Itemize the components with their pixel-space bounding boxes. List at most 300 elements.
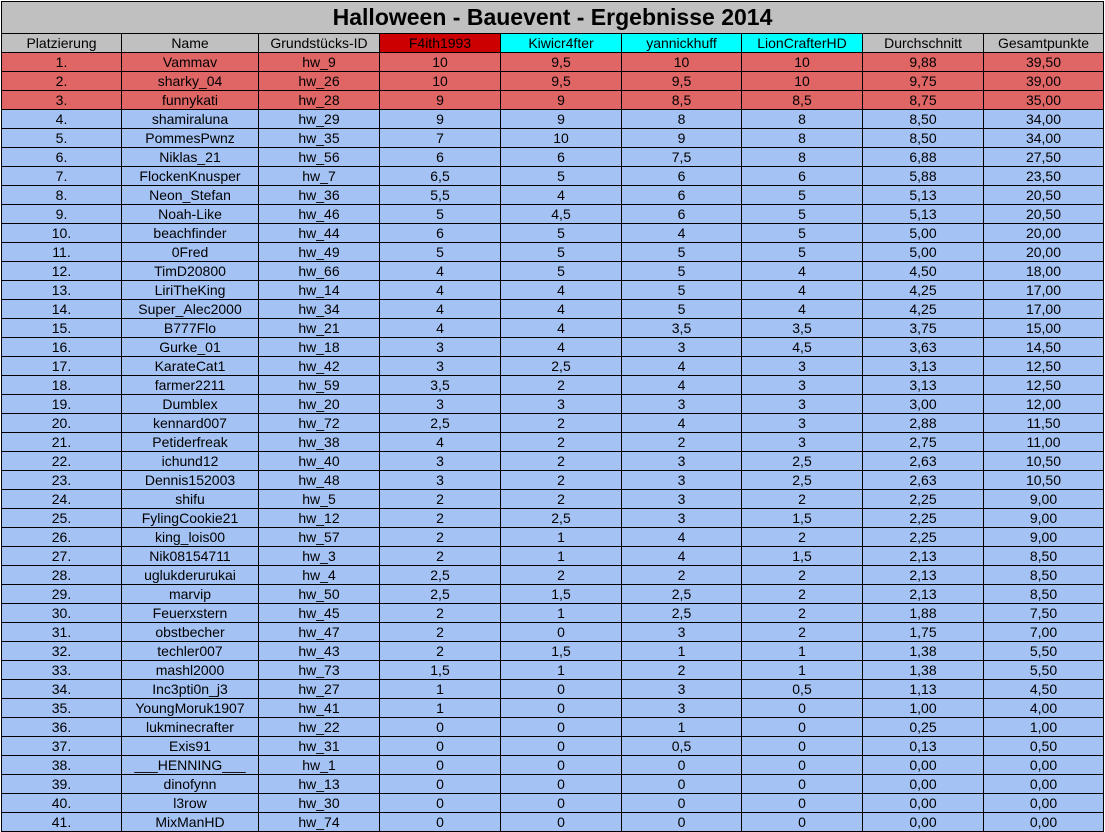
score-f4ith1993-cell: 5: [380, 205, 501, 224]
average-cell: 1,88: [863, 604, 984, 623]
name-cell: Dennis152003: [122, 471, 259, 490]
score-kiwicr4fter-cell: 4: [501, 300, 622, 319]
score-lioncrafterhd-cell: 0: [742, 737, 863, 756]
table-row: [2, 262, 1104, 281]
average-cell: 2,63: [863, 452, 984, 471]
score-kiwicr4fter-cell: 4: [501, 281, 622, 300]
total-cell: 27,50: [984, 148, 1104, 167]
placement-cell: 14.: [2, 300, 122, 319]
placement-cell: 19.: [2, 395, 122, 414]
score-kiwicr4fter-cell: 2: [501, 452, 622, 471]
average-cell: 0,00: [863, 813, 984, 832]
score-f4ith1993-cell: 9: [380, 91, 501, 110]
placement-cell: 32.: [2, 642, 122, 661]
placement-cell: 7.: [2, 167, 122, 186]
score-lioncrafterhd-cell: 10: [742, 72, 863, 91]
plot-id-cell: hw_4: [259, 566, 380, 585]
name-cell: sharky_04: [122, 72, 259, 91]
total-cell: 7,00: [984, 623, 1104, 642]
score-yannickhuff-cell: 4: [622, 376, 742, 395]
results-body: [2, 53, 1104, 832]
total-cell: 35,00: [984, 91, 1104, 110]
score-kiwicr4fter-cell: 2: [501, 433, 622, 452]
score-lioncrafterhd-cell: 4,5: [742, 338, 863, 357]
score-f4ith1993-cell: 0: [380, 756, 501, 775]
score-kiwicr4fter-cell: 4,5: [501, 205, 622, 224]
name-cell: marvip: [122, 585, 259, 604]
name-cell: king_lois00: [122, 528, 259, 547]
score-kiwicr4fter-cell: 0: [501, 680, 622, 699]
score-f4ith1993-cell: 0: [380, 813, 501, 832]
total-cell: 11,50: [984, 414, 1104, 433]
score-lioncrafterhd-cell: 1: [742, 642, 863, 661]
score-f4ith1993-cell: 4: [380, 300, 501, 319]
score-lioncrafterhd-cell: 4: [742, 300, 863, 319]
score-kiwicr4fter-cell: 5: [501, 224, 622, 243]
score-f4ith1993-cell: 3: [380, 357, 501, 376]
score-yannickhuff-cell: 4: [622, 414, 742, 433]
plot-id-cell: hw_28: [259, 91, 380, 110]
average-cell: 0,00: [863, 794, 984, 813]
score-f4ith1993-cell: 2: [380, 490, 501, 509]
table-row: [2, 129, 1104, 148]
name-cell: 0Fred: [122, 243, 259, 262]
score-yannickhuff-cell: 3: [622, 338, 742, 357]
placement-cell: 35.: [2, 699, 122, 718]
placement-cell: 25.: [2, 509, 122, 528]
total-cell: 10,50: [984, 452, 1104, 471]
plot-id-cell: hw_21: [259, 319, 380, 338]
score-kiwicr4fter-cell: 6: [501, 148, 622, 167]
score-yannickhuff-cell: 1: [622, 642, 742, 661]
total-cell: 5,50: [984, 661, 1104, 680]
table-row: [2, 376, 1104, 395]
average-cell: 5,00: [863, 224, 984, 243]
average-cell: 1,00: [863, 699, 984, 718]
name-cell: Inc3pti0n_j3: [122, 680, 259, 699]
placement-cell: 34.: [2, 680, 122, 699]
average-cell: 2,63: [863, 471, 984, 490]
score-f4ith1993-cell: 1: [380, 680, 501, 699]
score-kiwicr4fter-cell: 0: [501, 718, 622, 737]
score-lioncrafterhd-cell: 4: [742, 262, 863, 281]
score-f4ith1993-cell: 3: [380, 395, 501, 414]
plot-id-cell: hw_40: [259, 452, 380, 471]
score-yannickhuff-cell: 8: [622, 110, 742, 129]
score-f4ith1993-cell: 4: [380, 262, 501, 281]
score-yannickhuff-cell: 0,5: [622, 737, 742, 756]
score-kiwicr4fter-cell: 9: [501, 110, 622, 129]
name-cell: MixManHD: [122, 813, 259, 832]
score-lioncrafterhd-cell: 1,5: [742, 509, 863, 528]
placement-cell: 11.: [2, 243, 122, 262]
name-cell: ___HENNING___: [122, 756, 259, 775]
placement-cell: 9.: [2, 205, 122, 224]
score-kiwicr4fter-cell: 1,5: [501, 585, 622, 604]
average-cell: 8,75: [863, 91, 984, 110]
total-cell: 14,50: [984, 338, 1104, 357]
score-f4ith1993-cell: 0: [380, 794, 501, 813]
plot-id-cell: hw_66: [259, 262, 380, 281]
score-lioncrafterhd-cell: 8: [742, 110, 863, 129]
table-row: [2, 148, 1104, 167]
average-cell: 5,13: [863, 205, 984, 224]
score-kiwicr4fter-cell: 2: [501, 376, 622, 395]
placement-cell: 41.: [2, 813, 122, 832]
score-f4ith1993-cell: 4: [380, 281, 501, 300]
name-cell: PommesPwnz: [122, 129, 259, 148]
table-row: [2, 471, 1104, 490]
name-cell: KarateCat1: [122, 357, 259, 376]
score-yannickhuff-cell: 5: [622, 281, 742, 300]
name-cell: FylingCookie21: [122, 509, 259, 528]
placement-cell: 24.: [2, 490, 122, 509]
table-row: [2, 661, 1104, 680]
average-cell: 2,13: [863, 547, 984, 566]
average-cell: 4,25: [863, 281, 984, 300]
score-yannickhuff-cell: 3: [622, 490, 742, 509]
score-kiwicr4fter-cell: 1,5: [501, 642, 622, 661]
plot-id-cell: hw_41: [259, 699, 380, 718]
name-cell: mashl2000: [122, 661, 259, 680]
name-cell: beachfinder: [122, 224, 259, 243]
score-kiwicr4fter-cell: 9: [501, 91, 622, 110]
score-yannickhuff-cell: 2,5: [622, 604, 742, 623]
placement-cell: 23.: [2, 471, 122, 490]
total-cell: 1,00: [984, 718, 1104, 737]
score-f4ith1993-cell: 2,5: [380, 566, 501, 585]
score-lioncrafterhd-cell: 5: [742, 205, 863, 224]
table-row: [2, 433, 1104, 452]
table-row: [2, 642, 1104, 661]
placement-cell: 10.: [2, 224, 122, 243]
score-kiwicr4fter-cell: 9,5: [501, 53, 622, 72]
name-cell: shifu: [122, 490, 259, 509]
col-header-judge-lioncrafterhd: LionCrafterHD: [742, 34, 863, 53]
score-kiwicr4fter-cell: 9,5: [501, 72, 622, 91]
total-cell: 8,50: [984, 585, 1104, 604]
score-lioncrafterhd-cell: 0: [742, 699, 863, 718]
total-cell: 9,00: [984, 490, 1104, 509]
score-yannickhuff-cell: 3: [622, 623, 742, 642]
score-kiwicr4fter-cell: 0: [501, 813, 622, 832]
total-cell: 9,00: [984, 509, 1104, 528]
plot-id-cell: hw_38: [259, 433, 380, 452]
total-cell: 20,50: [984, 186, 1104, 205]
average-cell: 8,50: [863, 129, 984, 148]
table-row: [2, 452, 1104, 471]
plot-id-cell: hw_56: [259, 148, 380, 167]
score-lioncrafterhd-cell: 6: [742, 167, 863, 186]
table-row: [2, 91, 1104, 110]
name-cell: lukminecrafter: [122, 718, 259, 737]
score-f4ith1993-cell: 1,5: [380, 661, 501, 680]
plot-id-cell: hw_3: [259, 547, 380, 566]
score-kiwicr4fter-cell: 0: [501, 623, 622, 642]
total-cell: 18,00: [984, 262, 1104, 281]
score-lioncrafterhd-cell: 3,5: [742, 319, 863, 338]
average-cell: 3,63: [863, 338, 984, 357]
column-header-row: [2, 34, 1104, 53]
name-cell: shamiraluna: [122, 110, 259, 129]
average-cell: 0,25: [863, 718, 984, 737]
score-yannickhuff-cell: 3: [622, 699, 742, 718]
score-yannickhuff-cell: 5: [622, 243, 742, 262]
table-row: [2, 72, 1104, 91]
placement-cell: 31.: [2, 623, 122, 642]
total-cell: 20,00: [984, 243, 1104, 262]
total-cell: 39,50: [984, 53, 1104, 72]
score-yannickhuff-cell: 7,5: [622, 148, 742, 167]
placement-cell: 38.: [2, 756, 122, 775]
total-cell: 4,00: [984, 699, 1104, 718]
score-lioncrafterhd-cell: 2: [742, 585, 863, 604]
score-yannickhuff-cell: 3: [622, 680, 742, 699]
score-kiwicr4fter-cell: 3: [501, 395, 622, 414]
score-kiwicr4fter-cell: 2,5: [501, 509, 622, 528]
score-yannickhuff-cell: 2: [622, 433, 742, 452]
placement-cell: 13.: [2, 281, 122, 300]
plot-id-cell: hw_50: [259, 585, 380, 604]
placement-cell: 21.: [2, 433, 122, 452]
table-row: [2, 509, 1104, 528]
placement-cell: 16.: [2, 338, 122, 357]
average-cell: 2,88: [863, 414, 984, 433]
score-lioncrafterhd-cell: 1: [742, 661, 863, 680]
total-cell: 23,50: [984, 167, 1104, 186]
score-kiwicr4fter-cell: 2: [501, 414, 622, 433]
average-cell: 5,00: [863, 243, 984, 262]
score-f4ith1993-cell: 2: [380, 528, 501, 547]
plot-id-cell: hw_42: [259, 357, 380, 376]
total-cell: 7,50: [984, 604, 1104, 623]
total-cell: 12,00: [984, 395, 1104, 414]
total-cell: 5,50: [984, 642, 1104, 661]
plot-id-cell: hw_20: [259, 395, 380, 414]
plot-id-cell: hw_46: [259, 205, 380, 224]
score-kiwicr4fter-cell: 4: [501, 338, 622, 357]
average-cell: 0,13: [863, 737, 984, 756]
score-yannickhuff-cell: 3: [622, 452, 742, 471]
plot-id-cell: hw_49: [259, 243, 380, 262]
name-cell: Petiderfreak: [122, 433, 259, 452]
score-lioncrafterhd-cell: 3: [742, 376, 863, 395]
total-cell: 8,50: [984, 566, 1104, 585]
placement-cell: 8.: [2, 186, 122, 205]
score-lioncrafterhd-cell: 5: [742, 224, 863, 243]
score-kiwicr4fter-cell: 2,5: [501, 357, 622, 376]
score-yannickhuff-cell: 9,5: [622, 72, 742, 91]
plot-id-cell: hw_18: [259, 338, 380, 357]
average-cell: 2,25: [863, 528, 984, 547]
placement-cell: 27.: [2, 547, 122, 566]
name-cell: funnykati: [122, 91, 259, 110]
score-lioncrafterhd-cell: 8: [742, 148, 863, 167]
placement-cell: 26.: [2, 528, 122, 547]
placement-cell: 2.: [2, 72, 122, 91]
score-lioncrafterhd-cell: 2: [742, 566, 863, 585]
plot-id-cell: hw_5: [259, 490, 380, 509]
plot-id-cell: hw_72: [259, 414, 380, 433]
total-cell: 12,50: [984, 376, 1104, 395]
average-cell: 2,25: [863, 490, 984, 509]
name-cell: YoungMoruk1907: [122, 699, 259, 718]
score-yannickhuff-cell: 3: [622, 395, 742, 414]
score-kiwicr4fter-cell: 5: [501, 243, 622, 262]
score-kiwicr4fter-cell: 0: [501, 737, 622, 756]
name-cell: Niklas_21: [122, 148, 259, 167]
total-cell: 20,00: [984, 224, 1104, 243]
score-lioncrafterhd-cell: 3: [742, 395, 863, 414]
total-cell: 12,50: [984, 357, 1104, 376]
score-yannickhuff-cell: 5: [622, 300, 742, 319]
col-header-name: Name: [122, 34, 259, 53]
plot-id-cell: hw_44: [259, 224, 380, 243]
score-lioncrafterhd-cell: 3: [742, 414, 863, 433]
col-header-judge-kiwicr4fter: Kiwicr4fter: [501, 34, 622, 53]
placement-cell: 20.: [2, 414, 122, 433]
score-kiwicr4fter-cell: 4: [501, 319, 622, 338]
average-cell: 6,88: [863, 148, 984, 167]
score-f4ith1993-cell: 0: [380, 737, 501, 756]
score-yannickhuff-cell: 3: [622, 509, 742, 528]
plot-id-cell: hw_26: [259, 72, 380, 91]
score-lioncrafterhd-cell: 0: [742, 794, 863, 813]
table-row: [2, 167, 1104, 186]
name-cell: techler007: [122, 642, 259, 661]
average-cell: 1,38: [863, 642, 984, 661]
average-cell: 0,00: [863, 775, 984, 794]
total-cell: 0,00: [984, 756, 1104, 775]
score-yannickhuff-cell: 4: [622, 528, 742, 547]
table-row: [2, 110, 1104, 129]
table-row: [2, 243, 1104, 262]
total-cell: 34,00: [984, 129, 1104, 148]
name-cell: TimD20800: [122, 262, 259, 281]
placement-cell: 22.: [2, 452, 122, 471]
table-row: [2, 813, 1104, 832]
placement-cell: 18.: [2, 376, 122, 395]
score-lioncrafterhd-cell: 5: [742, 186, 863, 205]
score-f4ith1993-cell: 2,5: [380, 414, 501, 433]
average-cell: 9,75: [863, 72, 984, 91]
total-cell: 17,00: [984, 281, 1104, 300]
average-cell: 4,50: [863, 262, 984, 281]
table-row: [2, 718, 1104, 737]
name-cell: Exis91: [122, 737, 259, 756]
plot-id-cell: hw_43: [259, 642, 380, 661]
score-yannickhuff-cell: 4: [622, 547, 742, 566]
score-f4ith1993-cell: 2,5: [380, 585, 501, 604]
table-row: [2, 53, 1104, 72]
score-lioncrafterhd-cell: 0: [742, 813, 863, 832]
placement-cell: 30.: [2, 604, 122, 623]
score-lioncrafterhd-cell: 2,5: [742, 471, 863, 490]
placement-cell: 4.: [2, 110, 122, 129]
placement-cell: 1.: [2, 53, 122, 72]
average-cell: 8,50: [863, 110, 984, 129]
table-row: [2, 794, 1104, 813]
name-cell: Gurke_01: [122, 338, 259, 357]
score-yannickhuff-cell: 10: [622, 53, 742, 72]
average-cell: 3,13: [863, 357, 984, 376]
score-f4ith1993-cell: 0: [380, 775, 501, 794]
score-lioncrafterhd-cell: 4: [742, 281, 863, 300]
results-table: [1, 1, 1104, 832]
score-f4ith1993-cell: 10: [380, 53, 501, 72]
score-yannickhuff-cell: 0: [622, 813, 742, 832]
table-row: [2, 604, 1104, 623]
average-cell: 1,38: [863, 661, 984, 680]
average-cell: 1,75: [863, 623, 984, 642]
name-cell: ichund12: [122, 452, 259, 471]
total-cell: 4,50: [984, 680, 1104, 699]
total-cell: 0,00: [984, 794, 1104, 813]
table-row: [2, 680, 1104, 699]
plot-id-cell: hw_74: [259, 813, 380, 832]
score-f4ith1993-cell: 3: [380, 471, 501, 490]
score-f4ith1993-cell: 10: [380, 72, 501, 91]
placement-cell: 5.: [2, 129, 122, 148]
score-f4ith1993-cell: 4: [380, 319, 501, 338]
total-cell: 10,50: [984, 471, 1104, 490]
score-yannickhuff-cell: 4: [622, 224, 742, 243]
score-f4ith1993-cell: 2: [380, 642, 501, 661]
table-row: [2, 737, 1104, 756]
plot-id-cell: hw_48: [259, 471, 380, 490]
plot-id-cell: hw_30: [259, 794, 380, 813]
score-yannickhuff-cell: 2,5: [622, 585, 742, 604]
score-yannickhuff-cell: 8,5: [622, 91, 742, 110]
score-yannickhuff-cell: 0: [622, 756, 742, 775]
placement-cell: 33.: [2, 661, 122, 680]
score-kiwicr4fter-cell: 4: [501, 186, 622, 205]
name-cell: dinofynn: [122, 775, 259, 794]
total-cell: 0,50: [984, 737, 1104, 756]
total-cell: 8,50: [984, 547, 1104, 566]
score-yannickhuff-cell: 2: [622, 661, 742, 680]
name-cell: kennard007: [122, 414, 259, 433]
score-f4ith1993-cell: 7: [380, 129, 501, 148]
score-yannickhuff-cell: 6: [622, 205, 742, 224]
average-cell: 0,00: [863, 756, 984, 775]
score-kiwicr4fter-cell: 1: [501, 661, 622, 680]
plot-id-cell: hw_45: [259, 604, 380, 623]
average-cell: 2,75: [863, 433, 984, 452]
score-lioncrafterhd-cell: 0: [742, 775, 863, 794]
score-lioncrafterhd-cell: 5: [742, 243, 863, 262]
score-f4ith1993-cell: 5,5: [380, 186, 501, 205]
score-f4ith1993-cell: 6: [380, 224, 501, 243]
total-cell: 34,00: [984, 110, 1104, 129]
average-cell: 5,88: [863, 167, 984, 186]
total-cell: 20,50: [984, 205, 1104, 224]
average-cell: 3,00: [863, 395, 984, 414]
total-cell: 0,00: [984, 775, 1104, 794]
average-cell: 3,13: [863, 376, 984, 395]
score-yannickhuff-cell: 9: [622, 129, 742, 148]
col-header-total: Gesamtpunkte: [984, 34, 1104, 53]
table-row: [2, 528, 1104, 547]
score-lioncrafterhd-cell: 1,5: [742, 547, 863, 566]
col-header-judge-f4ith1993: F4ith1993: [380, 34, 501, 53]
score-kiwicr4fter-cell: 0: [501, 699, 622, 718]
name-cell: uglukderurukai: [122, 566, 259, 585]
score-lioncrafterhd-cell: 2: [742, 490, 863, 509]
name-cell: Neon_Stefan: [122, 186, 259, 205]
total-cell: 9,00: [984, 528, 1104, 547]
score-kiwicr4fter-cell: 2: [501, 490, 622, 509]
